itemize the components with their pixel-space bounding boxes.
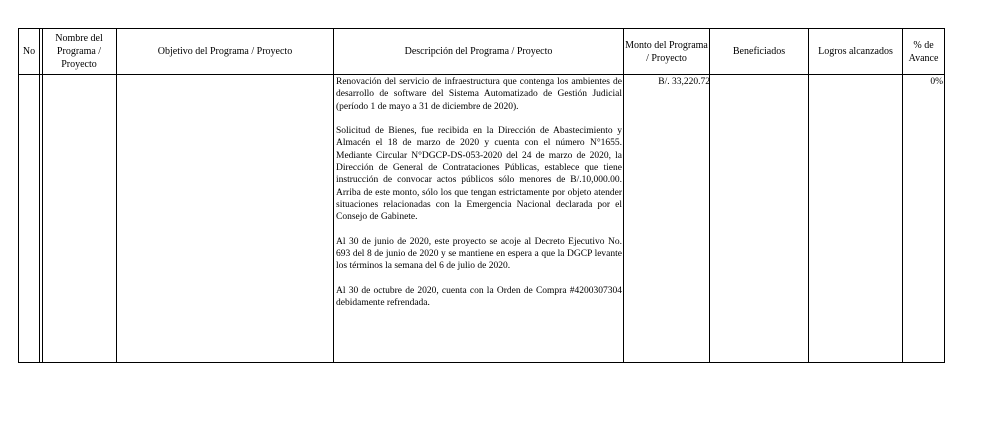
header-avance: % de Avance — [908, 39, 939, 64]
descripcion-paragraph: Solicitud de Bienes, fue recibida en la Dirección de Abastecimiento y Almacén el 18 de marzo de 2020 y cuenta con el número N°1655. Mediante Circular N°DGCP-DS-053-2020 del 24 de marzo de 2020, la Dirección de General de Contrataciones Públicas, establece que tiene instrucción de convocar actos públicos sólo menores de B/.10,000.00. Arriba de este monto, sólo los que tengan estrictamente por objeto atender situaciones relacionadas con la Emergencia Nacional declarada por el Consejo de Gabinete. — [336, 126, 622, 223]
projects-table — [18, 28, 945, 363]
cell-descripcion — [336, 76, 622, 310]
column-divider — [902, 29, 903, 362]
cell-monto: B/. 33,220.72 — [658, 77, 710, 87]
column-divider — [116, 29, 117, 362]
descripcion-paragraph: Renovación del servicio de infraestructura que contenga los ambientes de desarrollo de software del Sistema Automatizado de Gestión Judicial (período 1 de mayo a 31 de diciembre de 2020). — [336, 77, 622, 112]
header-no: No — [22, 46, 36, 57]
header-objetivo: Objetivo del Programa / Proyecto — [157, 46, 293, 57]
header-logros: Logros alcanzados — [818, 46, 893, 57]
descripcion-paragraph: Al 30 de octubre de 2020, cuenta con la Orden de Compra #4200307304 debidamente refrendada. — [336, 286, 622, 309]
header-descripcion: Descripción del Programa / Proyecto — [404, 46, 553, 57]
header-beneficiados: Beneficiados — [732, 46, 786, 57]
header-monto: Monto del Programa / Proyecto — [625, 39, 708, 64]
header-divider — [19, 74, 944, 75]
descripcion-paragraph: Al 30 de junio de 2020, este proyecto se acoje al Decreto Ejecutivo No. 693 del 8 de junio de 2020 y se mantiene en espera a que la DGCP levante los términos la semana del 6 de julio de 2020. — [336, 236, 622, 272]
cell-avance: 0% — [930, 77, 943, 87]
header-nombre: Nombre del Programa / Proyecto — [55, 33, 103, 70]
column-divider — [808, 29, 809, 362]
column-divider — [333, 29, 334, 362]
column-divider — [623, 29, 624, 362]
column-divider — [39, 29, 43, 362]
